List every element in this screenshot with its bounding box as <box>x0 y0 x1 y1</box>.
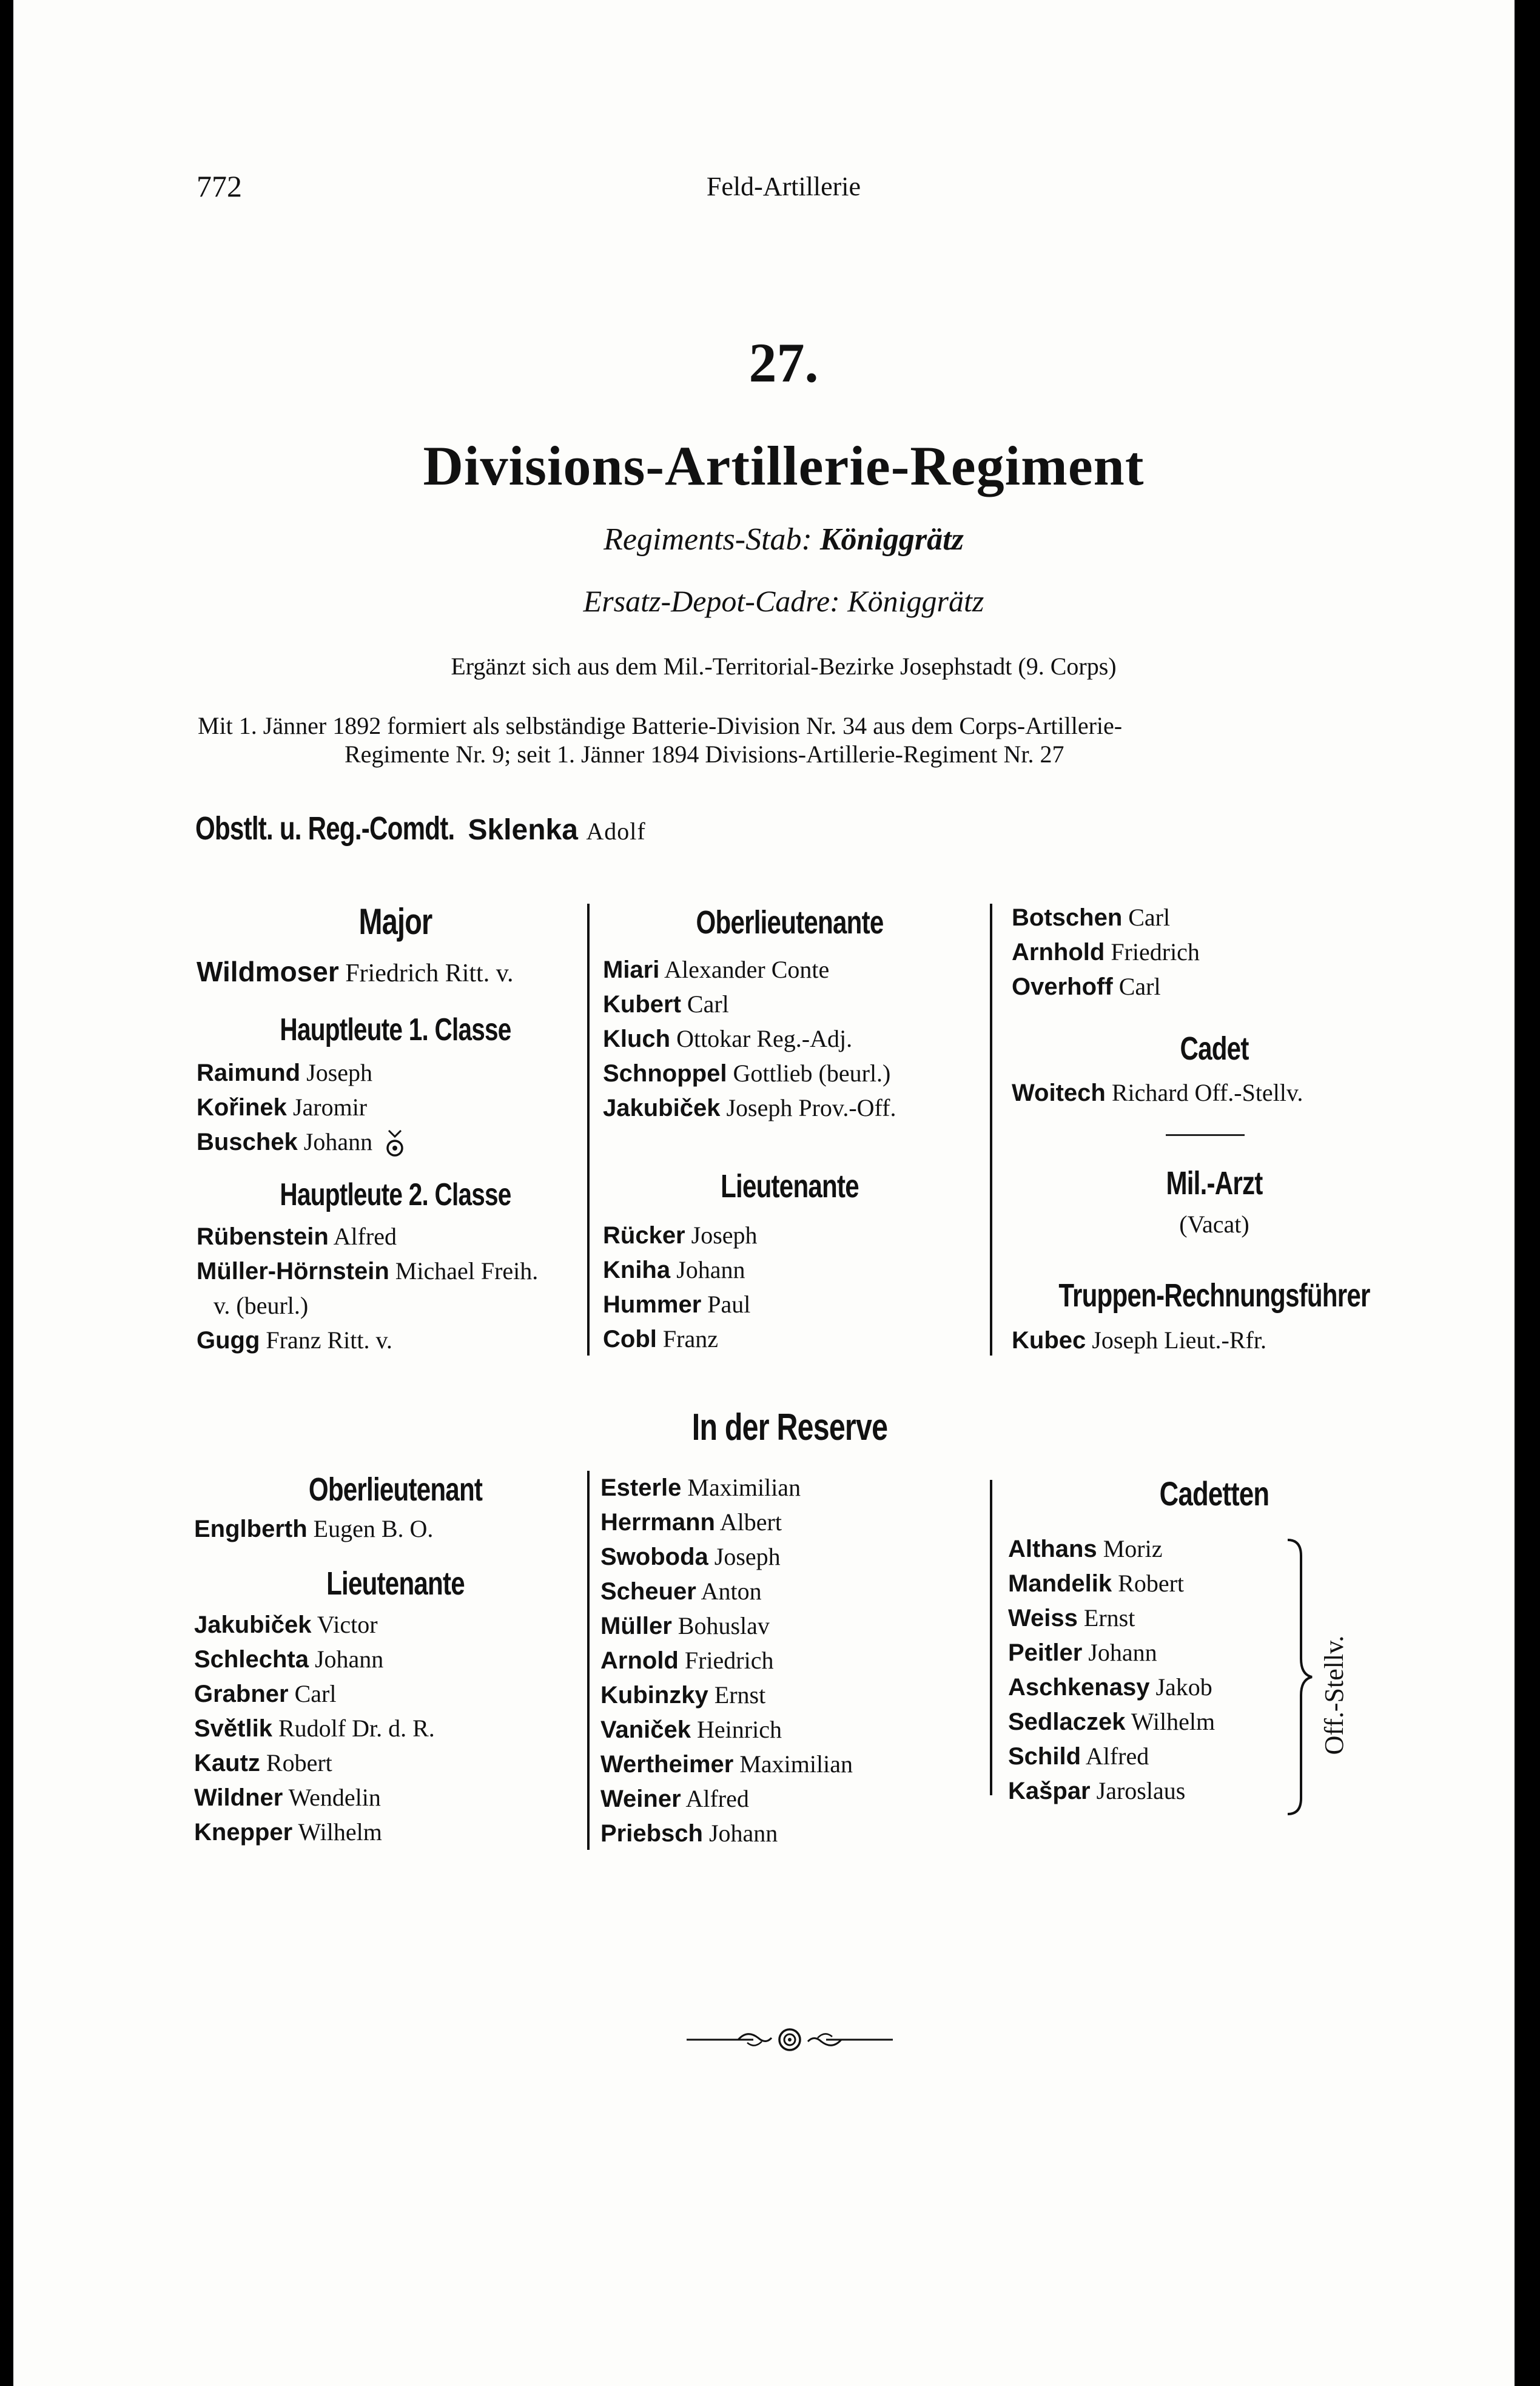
entry-surname: Herrmann <box>600 1509 715 1536</box>
history-line-2: Regimente Nr. 9; seit 1. Jänner 1894 Divisions-Artillerie-Regiment Nr. 27 <box>345 741 1064 768</box>
divider-upper-2 <box>990 904 992 1356</box>
reserve-oberlt-entry <box>194 1514 433 1543</box>
entry-rest: Johann <box>1088 1639 1157 1666</box>
list-item <box>194 1711 435 1746</box>
hauptleute2-heading: Hauptleute 2. Classe <box>280 1177 511 1212</box>
entry-surname: Scheuer <box>600 1578 696 1605</box>
entry-rest: Gottlieb (beurl.) <box>733 1060 891 1087</box>
list-item <box>600 1816 853 1850</box>
entry-surname: Swoboda <box>600 1544 708 1570</box>
list-item <box>600 1470 853 1505</box>
major-surname: Wildmoser <box>197 956 339 987</box>
entry-surname: Schnoppel <box>603 1060 727 1087</box>
entry-rest: Moriz <box>1103 1535 1163 1562</box>
entry-rest: Franz <box>662 1325 718 1353</box>
entry-rest: Ernst <box>1083 1604 1135 1632</box>
list-item <box>197 1124 405 1159</box>
entry-surname: Gugg <box>197 1327 260 1354</box>
entry-rest: Carl <box>687 990 729 1018</box>
entry-rest: Franz Ritt. v. <box>266 1326 392 1354</box>
entry-surname: Kořinek <box>197 1094 287 1121</box>
hauptleute1-heading: Hauptleute 1. Classe <box>280 1012 511 1047</box>
regiment-name: Divisions-Artillerie-Regiment <box>423 435 1145 497</box>
list-item <box>197 1055 405 1090</box>
reserve-lt-list <box>194 1607 435 1849</box>
entry-rest: Ottokar Reg.-Adj. <box>676 1025 853 1052</box>
commander-surname: Sklenka <box>468 814 578 846</box>
entry-rest: Ernst <box>714 1681 766 1709</box>
entry-surname: Kluch <box>603 1026 671 1052</box>
list-item <box>603 1056 896 1091</box>
off-stellv-label <box>1316 1586 1353 1804</box>
list-item <box>1008 1704 1215 1739</box>
entry-surname: Wertheimer <box>600 1751 734 1778</box>
cadetten-list <box>1008 1531 1215 1808</box>
list-item <box>600 1781 853 1816</box>
entry-rest: Alfred <box>1085 1742 1149 1770</box>
entry-rest: Friedrich <box>684 1647 774 1674</box>
list-item <box>600 1712 853 1747</box>
entry-surname: Peitler <box>1008 1639 1083 1666</box>
list-item <box>1012 935 1200 969</box>
entry-rest: Wendelin <box>288 1784 381 1811</box>
entry-rest: Johann <box>676 1256 745 1283</box>
stab-value: Königgrätz <box>819 522 964 557</box>
entry-rest: Eugen B. O. <box>313 1515 434 1542</box>
entry-surname: Wildner <box>194 1784 283 1811</box>
supplement-line: Ergänzt sich aus dem Mil.-Territorial-Bezirke Josephstadt (9. Corps) <box>451 653 1117 680</box>
rechnungsfuehrer-heading: Truppen-Rechnungsführer <box>1058 1277 1370 1314</box>
entry-rest: Carl <box>1128 904 1171 931</box>
reserve-oberlt-heading: Oberlieutenant <box>308 1471 483 1508</box>
entry-surname: Müller <box>600 1613 672 1639</box>
commander-rank: Obstlt. u. Reg.-Comdt. <box>195 810 455 847</box>
lieutenante-heading: Lieutenante <box>721 1168 859 1205</box>
list-item <box>600 1747 853 1781</box>
entry-surname: Schlechta <box>194 1646 309 1673</box>
reserve-lt-heading: Lieutenante <box>326 1565 465 1602</box>
entry-rest: Johann <box>708 1820 778 1847</box>
entry-surname: Woitech <box>1012 1080 1106 1106</box>
rechnungsfuehrer-entry <box>1012 1326 1266 1354</box>
major-entry <box>197 955 514 988</box>
entry-rest: Albert <box>719 1508 782 1536</box>
lieutenante-list <box>603 1218 758 1356</box>
list-item <box>603 1322 758 1356</box>
reserve-heading: In der Reserve <box>691 1406 888 1448</box>
off-stellv-text: Off.-Stellv. <box>1319 1635 1349 1755</box>
entry-surname: Arnhold <box>1012 939 1105 966</box>
entry-surname: Světlik <box>194 1715 272 1742</box>
reserve-col2-list <box>600 1470 853 1850</box>
ersatz-depot-line <box>317 583 1251 619</box>
entry-rest: Johann <box>303 1128 373 1155</box>
entry-surname: Aschkenasy <box>1008 1674 1150 1701</box>
list-item <box>603 1252 758 1287</box>
entry-surname: Rücker <box>603 1222 685 1249</box>
list-item <box>600 1608 853 1643</box>
major-rest: Friedrich Ritt. v. <box>345 959 514 987</box>
page-number: 772 <box>197 169 242 203</box>
major-heading: Major <box>358 901 432 942</box>
entry-surname: Grabner <box>194 1681 289 1707</box>
entry-rest: Alexander Conte <box>664 956 830 983</box>
entry-rest: Victor <box>317 1611 378 1638</box>
entry-surname: Englberth <box>194 1516 308 1542</box>
cadet-heading: Cadet <box>1180 1030 1249 1067</box>
entry-rest: Carl <box>294 1680 337 1707</box>
entry-surname: Overhoff <box>1012 973 1113 1000</box>
divider-lower-1 <box>587 1471 590 1850</box>
list-item <box>1008 1670 1215 1704</box>
entry-surname: Vaniček <box>600 1716 691 1743</box>
short-rule <box>1166 1134 1245 1136</box>
list-item <box>194 1746 435 1780</box>
regiments-stab-line <box>317 522 1251 557</box>
list-item <box>194 1642 435 1676</box>
entry-surname: Althans <box>1008 1536 1097 1562</box>
entry-rest: Friedrich <box>1111 938 1200 966</box>
list-item <box>1008 1635 1215 1670</box>
entry-surname: Weiner <box>600 1786 681 1812</box>
depot-value: Königgrätz <box>847 584 984 618</box>
history-line-1: Mit 1. Jänner 1892 formiert als selbständige Batterie-Division Nr. 34 aus dem Corps-Artillerie- <box>198 712 1123 739</box>
list-item <box>197 1219 538 1254</box>
entry-rest: Alfred <box>685 1785 749 1812</box>
entry-rest: Bohuslav <box>678 1612 770 1639</box>
list-item <box>194 1780 435 1815</box>
entry-surname: Jakubiček <box>603 1095 721 1121</box>
divider-upper-1 <box>587 904 590 1356</box>
list-item <box>603 1021 896 1056</box>
depot-label: Ersatz-Depot-Cadre: <box>583 584 840 618</box>
entry-rest: Heinrich <box>697 1716 782 1743</box>
document-page <box>13 0 1515 2386</box>
entry-rest: Maximilian <box>739 1750 853 1778</box>
entry-surname: Hummer <box>603 1291 702 1318</box>
list-item <box>603 1091 896 1125</box>
entry-rest: v. (beurl.) <box>214 1292 309 1319</box>
entry-surname: Kautz <box>194 1750 260 1776</box>
entry-rest: Joseph <box>714 1543 781 1570</box>
commander-given: Adolf <box>586 818 646 845</box>
entry-surname: Kubec <box>1012 1327 1086 1354</box>
list-item <box>603 1287 758 1322</box>
entry-surname: Priebsch <box>600 1820 703 1847</box>
decoration-icon <box>385 1128 405 1161</box>
list-item <box>1008 1531 1215 1566</box>
entry-surname: Arnold <box>600 1647 679 1674</box>
entry-surname: Botschen <box>1012 904 1123 931</box>
list-item <box>600 1505 853 1539</box>
list-item <box>1008 1601 1215 1635</box>
entry-surname: Sedlaczek <box>1008 1709 1126 1735</box>
cadetten-heading: Cadetten <box>1159 1474 1269 1513</box>
regiment-number: 27. <box>748 332 819 394</box>
entry-surname: Kubinzky <box>600 1682 708 1709</box>
entry-rest: Joseph <box>306 1059 373 1086</box>
entry-surname: Knepper <box>194 1819 293 1846</box>
entry-surname: Esterle <box>600 1474 682 1501</box>
list-item <box>1012 969 1200 1004</box>
entry-rest: Joseph <box>691 1222 758 1249</box>
entry-surname: Jakubiček <box>194 1611 312 1638</box>
entry-surname: Müller-Hörnstein <box>197 1258 389 1285</box>
hauptleute2-list <box>197 1219 538 1357</box>
entry-surname: Miari <box>603 956 660 983</box>
entry-surname: Schild <box>1008 1743 1081 1770</box>
hauptleute1-list <box>197 1055 405 1159</box>
list-item <box>197 1288 538 1323</box>
oberlieutenante-list <box>603 952 896 1125</box>
list-item <box>600 1678 853 1712</box>
entry-rest: Michael Freih. <box>395 1257 539 1285</box>
running-title: Feld-Artillerie <box>706 172 861 201</box>
commander-line <box>195 810 646 847</box>
list-item <box>1008 1773 1215 1808</box>
list-item <box>600 1539 853 1574</box>
entry-surname: Kubert <box>603 991 681 1018</box>
stab-label: Regiments-Stab: <box>604 522 812 557</box>
list-item <box>1012 900 1200 935</box>
entry-rest: Paul <box>707 1291 751 1318</box>
entry-rest: Joseph Lieut.-Rfr. <box>1092 1326 1266 1354</box>
entry-rest: Rudolf Dr. d. R. <box>278 1715 435 1742</box>
entry-rest: Richard Off.-Stellv. <box>1111 1079 1303 1106</box>
entry-surname: Weiss <box>1008 1605 1078 1632</box>
entry-rest: Johann <box>314 1645 384 1673</box>
entry-surname: Raimund <box>197 1060 301 1086</box>
list-item <box>600 1643 853 1678</box>
list-item <box>600 1574 853 1608</box>
entry-surname: Kašpar <box>1008 1778 1091 1804</box>
list-item <box>1008 1739 1215 1773</box>
list-item <box>194 1815 435 1849</box>
entry-rest: Robert <box>1118 1570 1185 1597</box>
entry-surname: Rübenstein <box>197 1223 329 1250</box>
cadet-entry <box>1012 1078 1303 1107</box>
entry-surname: Buschek <box>197 1129 298 1155</box>
entry-rest: Wilhelm <box>1131 1708 1216 1735</box>
list-item <box>603 987 896 1021</box>
entry-rest: Jakob <box>1155 1673 1212 1701</box>
list-item <box>603 952 896 987</box>
entry-surname: Mandelik <box>1008 1570 1112 1597</box>
list-item <box>194 1676 435 1711</box>
entry-rest: Jaromir <box>292 1094 368 1121</box>
list-item <box>197 1254 538 1288</box>
mil-arzt-value: (Vacat) <box>1179 1211 1249 1238</box>
list-item <box>197 1323 538 1357</box>
divider-lower-2 <box>990 1480 992 1795</box>
entry-rest: Carl <box>1118 973 1161 1000</box>
entry-surname: Kniha <box>603 1257 671 1283</box>
entry-rest: Robert <box>266 1749 332 1776</box>
entry-rest: Wilhelm <box>298 1818 382 1846</box>
ornament-icon <box>687 2025 893 2055</box>
lieutenante-cont-list <box>1012 900 1200 1004</box>
list-item <box>194 1607 435 1642</box>
entry-rest: Jaroslaus <box>1096 1777 1186 1804</box>
brace-icon <box>1284 1537 1314 1816</box>
entry-rest: Joseph Prov.-Off. <box>726 1094 896 1121</box>
entry-rest: Anton <box>701 1578 762 1605</box>
mil-arzt-heading: Mil.-Arzt <box>1166 1165 1263 1201</box>
list-item <box>603 1218 758 1252</box>
list-item <box>1008 1566 1215 1601</box>
list-item <box>197 1090 405 1124</box>
entry-rest: Maximilian <box>687 1474 801 1501</box>
entry-surname: Cobl <box>603 1326 657 1353</box>
oberlieutenante-heading: Oberlieutenante <box>696 904 884 941</box>
entry-rest: Alfred <box>333 1223 397 1250</box>
